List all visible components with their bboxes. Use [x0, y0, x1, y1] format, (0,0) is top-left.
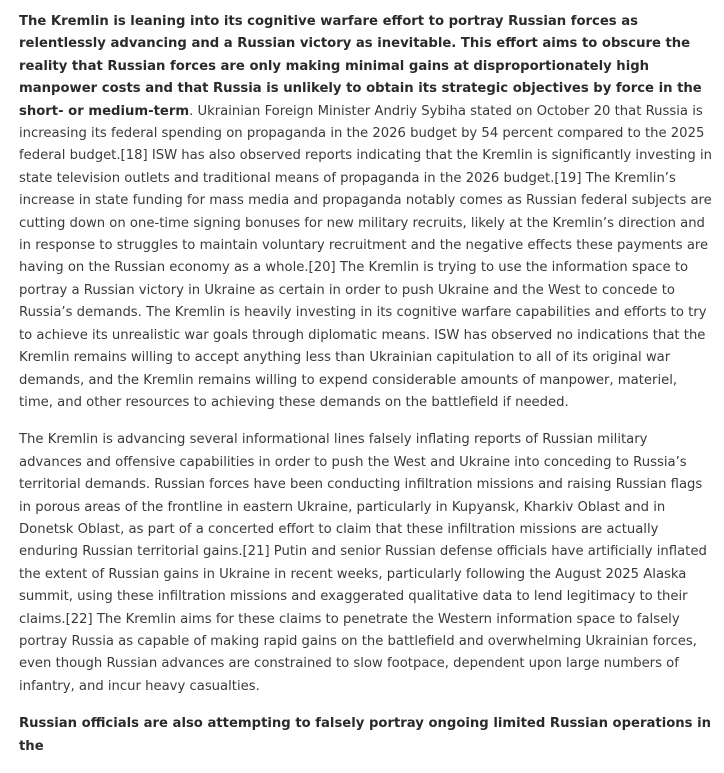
body-text: ISW has also observed reports indicating that the Kremlin is significantly investing in state television outlets and traditional means of propaganda in the 2026 budget. — [19, 148, 712, 186]
body-text: The Kremlin is advancing several informational lines falsely inflating reports of Russian military advances and offensive capabilities in order to push the West and Ukraine into conceding to Russia’s territorial demands. Russian forces have been conducting infiltration missions and raising Russian flags in porous areas of the frontline in eastern Ukraine, particularly in Kupyansk, Kharkiv Oblast and in Donetsk Oblast, as part of a concerted effort to claim that these infiltration missions are actually enduring Russian territorial gains. — [19, 432, 703, 560]
paragraph-informational-lines — [19, 429, 713, 698]
bold-lead-text: Russian officials are also attempting to falsely portray ongoing limited Russian operations in the — [19, 716, 712, 754]
paragraph-cutoff — [19, 713, 713, 758]
article-body — [19, 11, 713, 773]
body-text: The Kremlin aims for these claims to penetrate the Western information space to falsely portray Russia as capable of making rapid gains on the battlefield and overwhelming Ukrainian forces, even though Russian advances are constrained to slow footpace, dependent upon large numbers of infantry, and incur heavy casualties. — [19, 611, 697, 694]
footnote-link-22[interactable]: [22] — [65, 611, 93, 627]
footnote-link-19[interactable]: [19] — [554, 170, 582, 186]
bold-lead-text: The Kremlin is leaning into its cognitive warfare effort to portray Russian forces as relentlessly advancing and a Russian victory as inevitable. This effort aims to obscure the reality that Russian forces are only making minimal gains at disproportionately high manpower costs and that Russia is unlikely to obtain its strategic objectives by force in the short- or medium-term — [19, 14, 702, 119]
paragraph-cognitive-warfare — [19, 11, 713, 414]
footnote-link-20[interactable]: [20] — [308, 260, 336, 276]
body-text: Putin and senior Russian defense officials have artificially inflated the extent of Russian gains in Ukraine in recent weeks, particularly following the August 2025 Alaska summit, using these infiltration missions and exaggerated qualitative data to lend legitimacy to their claims. — [19, 544, 707, 627]
footnote-link-21[interactable]: [21] — [242, 544, 270, 560]
body-text: The Kremlin’s increase in state funding for mass media and propaganda notably comes as Russian federal subjects are cutting down on one-time signing bonuses for new military recruits, likely at the Kremlin’s direction and in response to struggles to maintain voluntary recruitment and the negative effects these payments are having on the Russian economy as a whole. — [19, 170, 712, 276]
body-text: . Ukrainian Foreign Minister Andriy Sybiha stated on October 20 that Russia is increasing its federal spending on propaganda in the 2026 budget by 54 percent compared to the 2025 federal budget. — [19, 103, 705, 164]
footnote-link-18[interactable]: [18] — [120, 148, 148, 164]
body-text: The Kremlin is trying to use the information space to portray a Russian victory in Ukraine as certain in order to push Ukraine and the West to concede to Russia’s demands. The Kremlin is heavily investing in its cognitive warfare capabilities and efforts to try to achieve its unrealistic war goals through diplomatic means. ISW has observed no indications that the Kremlin remains willing to accept anything less than Ukrainian capitulation to all of its original war demands, and the Kremlin remains willing to expend considerable amounts of manpower, materiel, time, and other resources to achieving these demands on the battlefield if needed. — [19, 260, 707, 410]
